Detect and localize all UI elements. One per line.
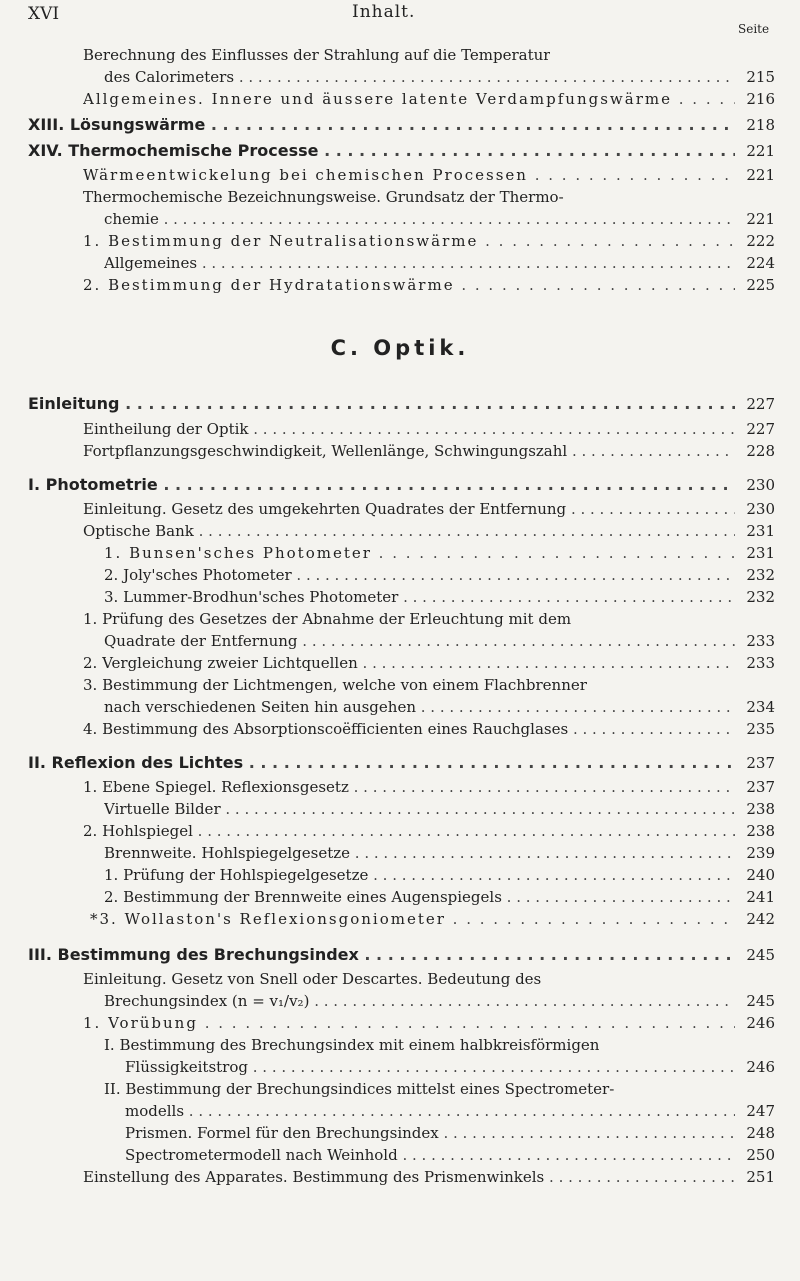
toc-entry xyxy=(0,274,800,298)
part-heading: C. Optik. xyxy=(330,336,470,360)
entry-text: Eintheilung der Optik . . . xyxy=(83,418,743,440)
entry-text: Berechnung des Einflusses der Strahlung auf die Temperatur xyxy=(83,46,551,64)
running-title: Inhalt. xyxy=(352,2,416,22)
entry-text: *3. Wollaston's Reflexionsgoniometer . . . xyxy=(90,908,743,930)
entry-page: 251 xyxy=(735,1166,775,1188)
entry-text: Allgemeines . . . xyxy=(104,252,744,274)
entry-text: III. Bestimmung des Brechungsindex . . . xyxy=(28,944,743,966)
entry-page: 235 xyxy=(735,718,775,740)
toc-entry xyxy=(0,864,800,888)
entry-text: Einstellung des Apparates. Bestimmung des Prismenwinkels . . . xyxy=(83,1166,743,1188)
entry-page: 238 xyxy=(735,820,775,842)
toc-entry xyxy=(0,66,800,90)
entry-text: 2. Bestimmung der Hydratationswärme . . . xyxy=(83,274,743,296)
entry-page: 241 xyxy=(735,886,775,908)
entry-text: I. Photometrie . . . xyxy=(28,474,743,496)
entry-page: 227 xyxy=(735,418,775,440)
toc-entry xyxy=(0,186,800,210)
toc-entry xyxy=(0,520,800,544)
entry-page: 215 xyxy=(735,66,775,88)
entry-text: 2. Bestimmung der Brennweite eines Augenspiegels . . . xyxy=(104,886,744,908)
toc-section-heading xyxy=(0,752,800,776)
toc-entry xyxy=(0,886,800,910)
toc-entry xyxy=(0,230,800,254)
entry-text: des Calorimeters . . . xyxy=(104,66,744,88)
entry-page: 218 xyxy=(735,114,775,136)
entry-page: 222 xyxy=(735,230,775,252)
entry-page: 245 xyxy=(735,944,775,966)
toc-section-heading xyxy=(0,140,800,164)
entry-page: 234 xyxy=(735,696,775,718)
entry-text: Optische Bank . . . xyxy=(83,520,743,542)
toc-entry xyxy=(0,252,800,276)
toc-entry xyxy=(0,498,800,522)
entry-text: 3. Bestimmung der Lichtmengen, welche von einem Flachbrenner xyxy=(83,676,587,694)
entry-page: 247 xyxy=(735,1100,775,1122)
toc-entry xyxy=(0,88,800,112)
entry-text: Fortpflanzungsgeschwindigkeit, Wellenlänge, Schwingungszahl . . . xyxy=(83,440,743,462)
entry-text: II. Reflexion des Lichtes . . . xyxy=(28,752,743,774)
entry-text: Brechungsindex (n = v₁/v₂) . . . xyxy=(104,990,744,1012)
entry-text: 1. Prüfung des Gesetzes der Abnahme der Erleuchtung mit dem xyxy=(83,610,572,628)
toc-entry xyxy=(0,820,800,844)
entry-page: 230 xyxy=(735,474,775,496)
entry-page: 250 xyxy=(735,1144,775,1166)
entry-page: 237 xyxy=(735,752,775,774)
entry-text: 2. Hohlspiegel . . . xyxy=(83,820,743,842)
toc-entry xyxy=(0,608,800,632)
entry-text: chemie . . . xyxy=(104,208,744,230)
toc-entry xyxy=(0,842,800,866)
entry-page: 225 xyxy=(735,274,775,296)
toc-section-heading xyxy=(0,114,800,138)
entry-page: 242 xyxy=(735,908,775,930)
toc-entry xyxy=(0,674,800,698)
entry-text: 1. Bunsen'sches Photometer . . . xyxy=(104,542,744,564)
entry-text: Virtuelle Bilder . . . xyxy=(104,798,744,820)
toc-entry xyxy=(0,798,800,822)
toc-entry xyxy=(0,208,800,232)
entry-text: 1. Prüfung der Hohlspiegelgesetze . . . xyxy=(104,864,744,886)
entry-text: XIV. Thermochemische Processe . . . xyxy=(28,140,743,162)
toc-entry xyxy=(0,1166,800,1190)
toc-entry xyxy=(0,1100,800,1124)
entry-text: modells . . . xyxy=(125,1100,745,1122)
entry-text: 2. Vergleichung zweier Lichtquellen . . . xyxy=(83,652,743,674)
entry-page: 227 xyxy=(735,393,775,415)
entry-page: 221 xyxy=(735,140,775,162)
entry-text: 1. Ebene Spiegel. Reflexionsgesetz . . . xyxy=(83,776,743,798)
toc-entry xyxy=(0,776,800,800)
toc-entry xyxy=(0,564,800,588)
entry-text: Allgemeines. Innere und äussere latente Verdampfungswärme . . . xyxy=(83,88,743,110)
entry-text: Einleitung. Gesetz von Snell oder Descartes. Bedeutung des xyxy=(83,970,542,988)
toc-section-heading xyxy=(0,944,800,968)
entry-text: 3. Lummer-Brodhun'sches Photometer . . . xyxy=(104,586,744,608)
entry-page: 230 xyxy=(735,498,775,520)
entry-page: 221 xyxy=(735,164,775,186)
toc-entry xyxy=(0,696,800,720)
toc-entry xyxy=(0,652,800,676)
toc-entry xyxy=(0,990,800,1014)
toc-entry xyxy=(0,1122,800,1146)
entry-text: Thermochemische Bezeichnungsweise. Grundsatz der Thermo- xyxy=(83,188,564,206)
entry-text: Flüssigkeitstrog . . . xyxy=(125,1056,745,1078)
entry-page: 246 xyxy=(735,1056,775,1078)
entry-text: Wärmeentwickelung bei chemischen Processen . . . xyxy=(83,164,743,186)
entry-text: Spectrometermodell nach Weinhold . . . xyxy=(125,1144,745,1166)
entry-text: Quadrate der Entfernung . . . xyxy=(104,630,744,652)
entry-page: 240 xyxy=(735,864,775,886)
entry-page: 232 xyxy=(735,564,775,586)
entry-page: 238 xyxy=(735,798,775,820)
toc-entry xyxy=(0,164,800,188)
entry-page: 216 xyxy=(735,88,775,110)
toc-entry xyxy=(0,630,800,654)
page-column-label: Seite xyxy=(738,22,770,36)
entry-page: 239 xyxy=(735,842,775,864)
toc-entry xyxy=(0,1144,800,1168)
entry-text: 1. Vorübung . . . xyxy=(83,1012,743,1034)
toc-entry xyxy=(0,1056,800,1080)
toc-entry xyxy=(0,1034,800,1058)
entry-text: 4. Bestimmung des Absorptionscoëfficienten eines Rauchglases . . . xyxy=(83,718,743,740)
entry-page: 221 xyxy=(735,208,775,230)
entry-page: 248 xyxy=(735,1122,775,1144)
entry-text: nach verschiedenen Seiten hin ausgehen . . . xyxy=(104,696,744,718)
entry-text: XIII. Lösungswärme . . . xyxy=(28,114,743,136)
toc-entry xyxy=(0,586,800,610)
entry-text: II. Bestimmung der Brechungsindices mittelst eines Spectrometer- xyxy=(104,1080,615,1098)
page-number: XVI xyxy=(28,4,60,24)
toc-entry xyxy=(0,718,800,742)
entry-page: 237 xyxy=(735,776,775,798)
entry-page: 228 xyxy=(735,440,775,462)
entry-text: 1. Bestimmung der Neutralisationswärme . . . xyxy=(83,230,743,252)
toc-section-heading xyxy=(0,474,800,498)
toc-entry xyxy=(0,542,800,566)
entry-page: 231 xyxy=(735,542,775,564)
toc-entry xyxy=(0,418,800,442)
toc-entry xyxy=(0,1078,800,1102)
entry-text: Brennweite. Hohlspiegelgesetze . . . xyxy=(104,842,744,864)
entry-page: 245 xyxy=(735,990,775,1012)
entry-text: Einleitung. Gesetz des umgekehrten Quadrates der Entfernung . . . xyxy=(83,498,743,520)
entry-text: Prismen. Formel für den Brechungsindex . . . xyxy=(125,1122,745,1144)
entry-page: 246 xyxy=(735,1012,775,1034)
entry-text: 2. Joly'sches Photometer . . . xyxy=(104,564,744,586)
toc-section-heading xyxy=(0,393,800,417)
toc-entry xyxy=(0,440,800,464)
entry-text: I. Bestimmung des Brechungsindex mit einem halbkreisförmigen xyxy=(104,1036,600,1054)
entry-page: 232 xyxy=(735,586,775,608)
toc-entry xyxy=(0,908,800,932)
entry-page: 233 xyxy=(735,652,775,674)
entry-text: Einleitung . . . xyxy=(28,393,743,415)
toc-entry xyxy=(0,968,800,992)
entry-page: 224 xyxy=(735,252,775,274)
toc-entry xyxy=(0,1012,800,1036)
entry-page: 233 xyxy=(735,630,775,652)
entry-page: 231 xyxy=(735,520,775,542)
toc-entry xyxy=(0,44,800,68)
